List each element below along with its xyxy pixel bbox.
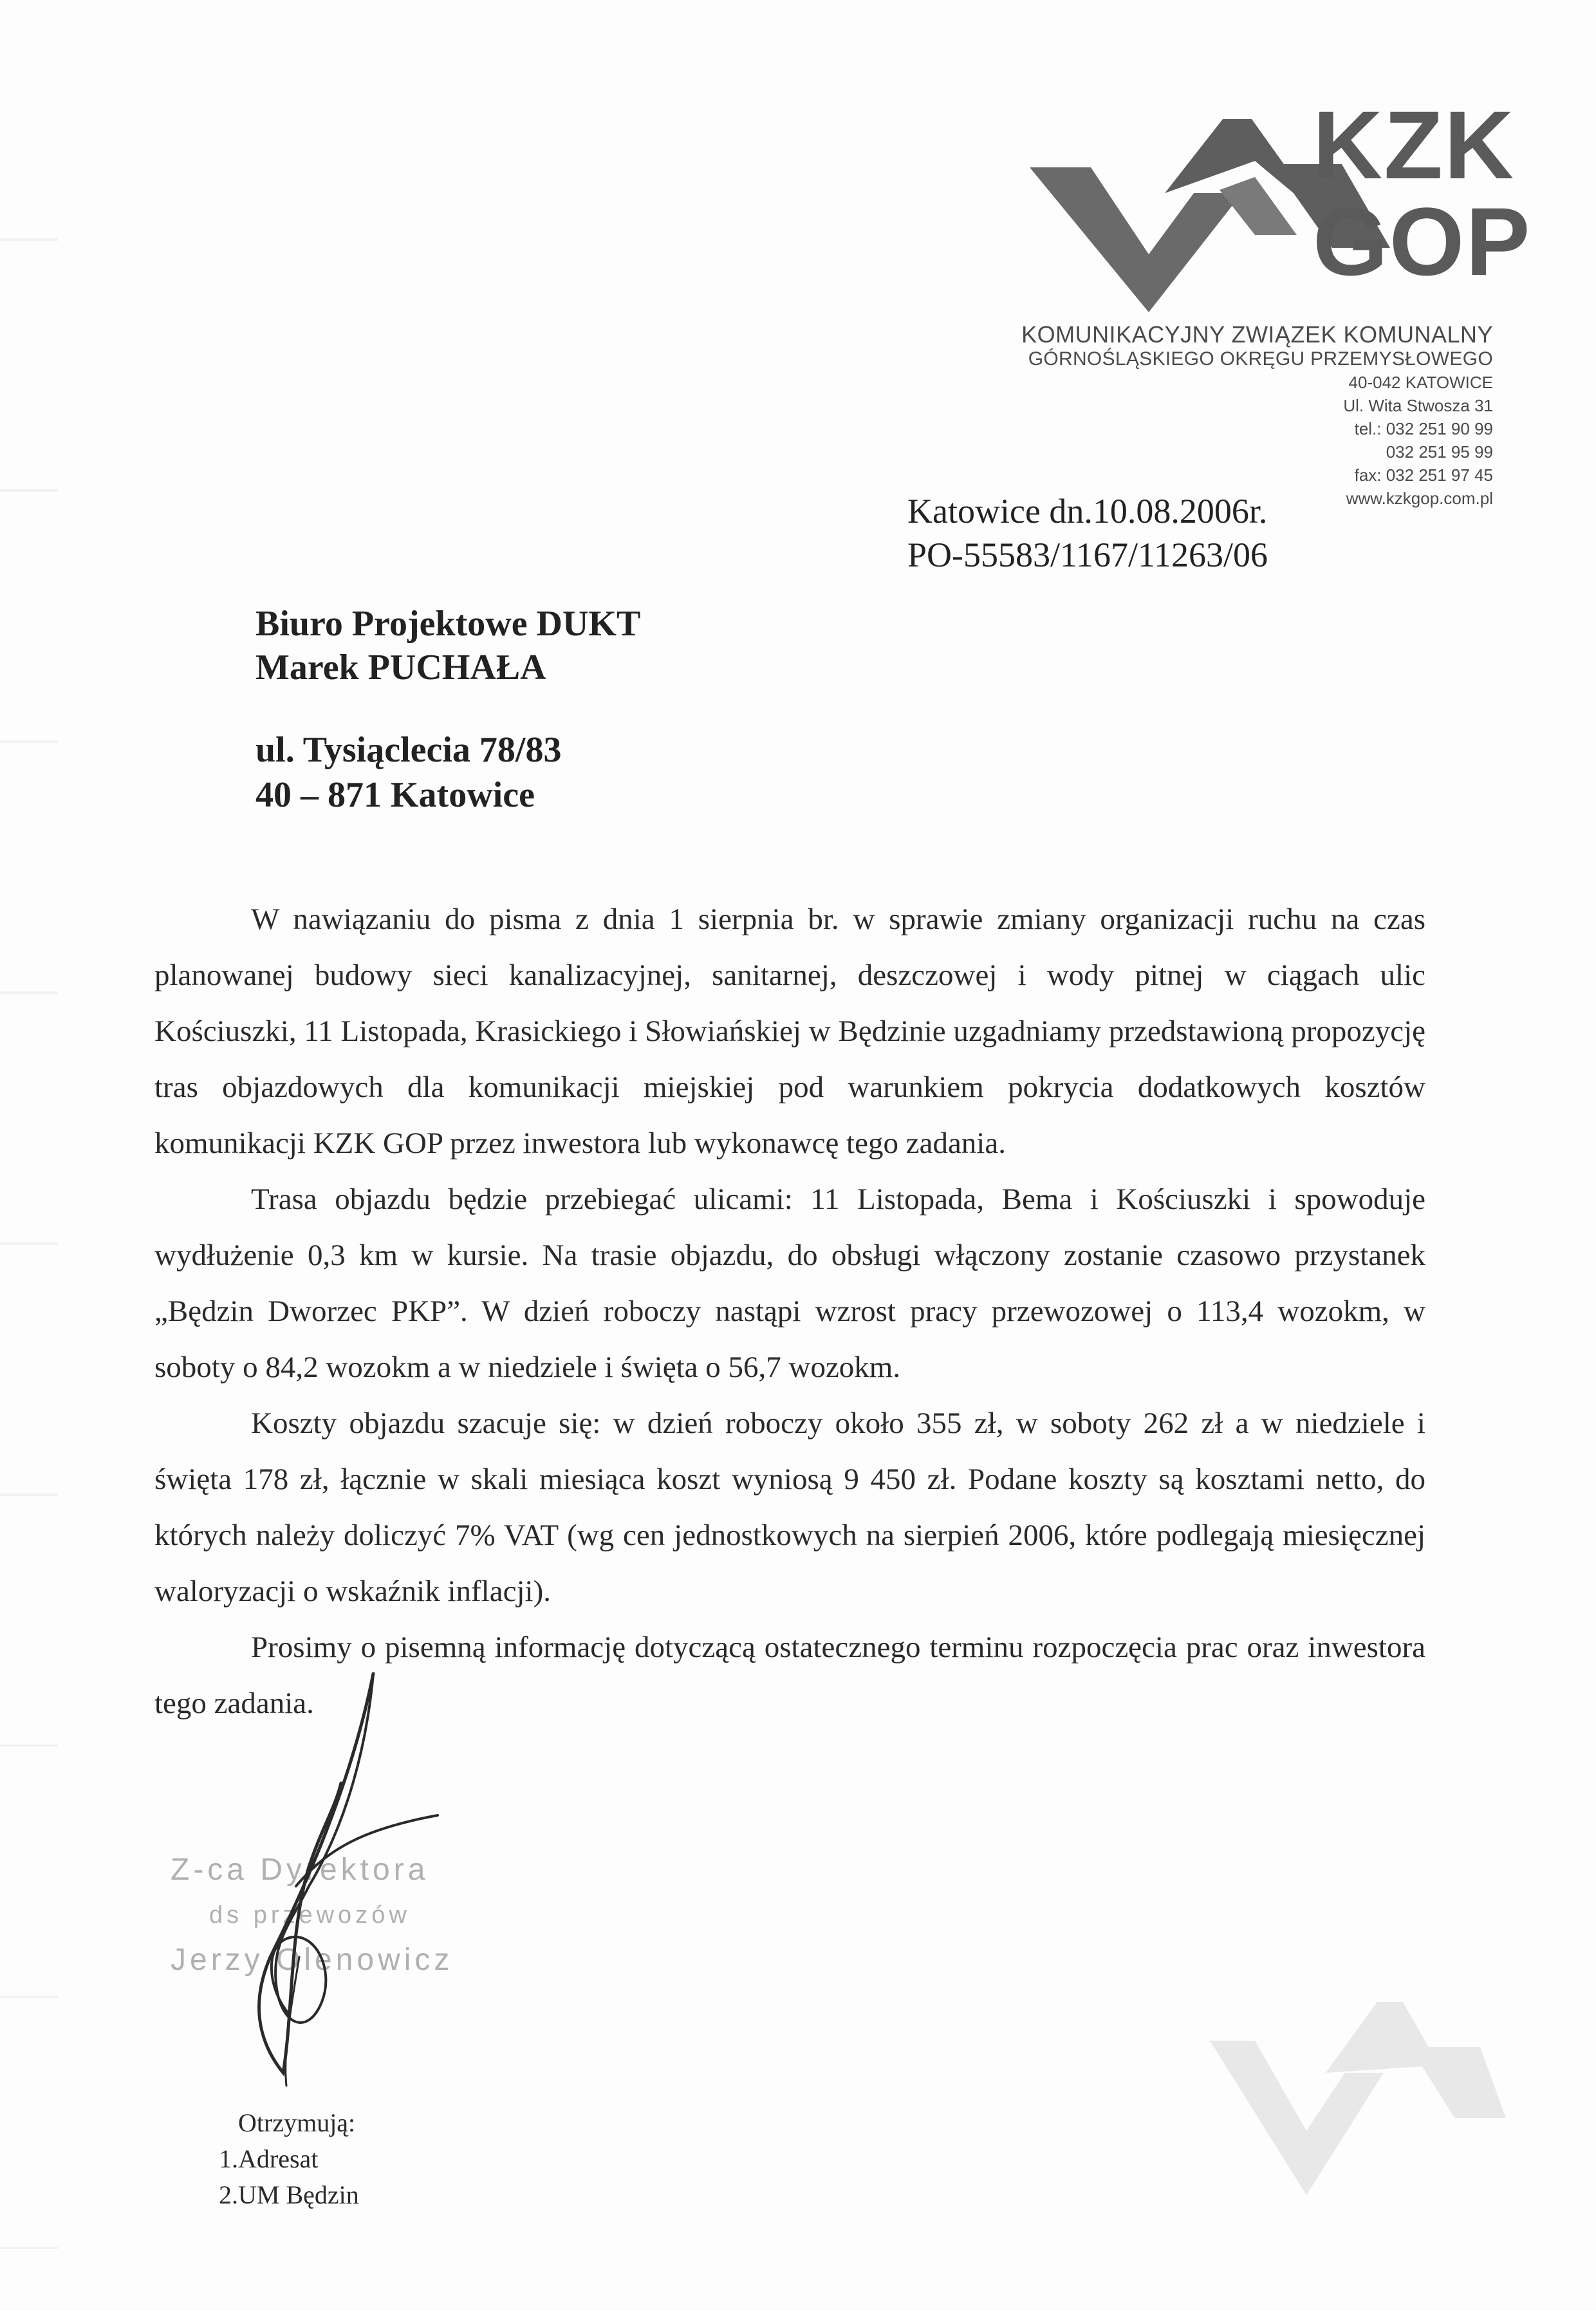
letter-body	[154, 892, 1425, 1732]
org-name-line2: GÓRNOŚLĄSKIEGO OKRĘGU PRZEMYSŁOWEGO	[1028, 348, 1493, 370]
addressee-person: Marek PUCHAŁA	[255, 648, 546, 688]
addressee-name	[255, 602, 640, 689]
stamp-line1: Z-ca Dyrektora	[171, 1853, 429, 1887]
body-paragraph-1: W nawiązaniu do pisma z dnia 1 sierpnia br. w sprawie zmiany organizacji ruchu na czas planowanej budowy sieci kanalizacyjnej, sanitarnej, deszczowej i wody pitnej w ciągach ulic Kościuszki, 11 Listopada, Krasickiego i Słowiańskiej w Będzinie uzgadniamy przedstawioną propozycję tras objazdowych dla komunikacji miejskiej pod warunkiem pokrycia dodatkowych kosztów komunikacji KZK GOP przez inwestora lub wykonawcę tego zadania.	[154, 903, 1425, 1160]
body-paragraph-3: Koszty objazdu szacuje się: w dzień roboczy około 355 zł, w soboty 262 zł a w niedziele i święta 178 zł, łącznie w skali miesiąca koszt wyniosą 9 450 zł. Podane koszty są kosztami netto, do których należy doliczyć 7% VAT (wg cen jednostkowych na sierpień 2006, które podlegają miesięcznej waloryzacji o wskaźnik inflacji).	[154, 1407, 1425, 1608]
body-paragraph-4: Prosimy o pisemną informację dotyczącą ostatecznego terminu rozpoczęcia prac oraz inwestora tego zadania.	[154, 1631, 1425, 1720]
org-street: Ul. Wita Stwosza 31	[1343, 396, 1493, 415]
org-fax: fax: 032 251 97 45	[1354, 465, 1493, 485]
date-block	[907, 489, 1268, 577]
body-paragraph-2: Trasa objazdu będzie przebiegać ulicami: 11 Listopada, Bema i Kościuszki i spowoduje wydłużenie 0,3 km w kursie. Na trasie objazdu, do obsługi włączony zostanie czasowo przystanek „Będzin Dworzec PKP”. W dzień roboczy nastąpi wzrost pracy przewozowej o 113,4 wozokm, w soboty o 84,2 wozokm a w niedziele i święta o 56,7 wozokm.	[154, 1183, 1425, 1384]
logo-text	[1313, 91, 1532, 295]
recipients-list	[219, 2105, 359, 2213]
org-web: www.kzkgop.com.pl	[1346, 489, 1493, 508]
organization-header	[1021, 322, 1493, 510]
scan-edge-marks	[0, 26, 58, 2266]
stamp-line3: Jerzy Olenowicz	[171, 1943, 454, 1977]
org-tel2: 032 251 95 99	[1386, 442, 1493, 462]
addressee-address	[255, 727, 561, 818]
addressee-street: ul. Tysiąclecia 78/83	[255, 730, 562, 770]
logo-text-gop: GOP	[1313, 187, 1532, 295]
logo-watermark-icon	[1210, 1963, 1506, 2195]
recipient-item: 1.Adresat	[219, 2144, 319, 2173]
recipient-item: 2.UM Będzin	[219, 2180, 359, 2209]
org-tel1: tel.: 032 251 90 99	[1354, 419, 1493, 438]
addressee-city: 40 – 871 Katowice	[255, 775, 535, 815]
addressee-company: Biuro Projektowe DUKT	[255, 604, 641, 644]
letter-reference: PO-55583/1167/11263/06	[907, 536, 1268, 574]
logo-text-kzk: KZK	[1313, 91, 1516, 199]
org-name-line1: KOMUNIKACYJNY ZWIĄZEK KOMUNALNY	[1021, 321, 1493, 348]
handwritten-signature	[161, 1654, 483, 2092]
org-postal: 40-042 KATOWICE	[1348, 373, 1493, 392]
recipients-header: Otrzymują:	[238, 2108, 356, 2137]
letter-date: Katowice dn.10.08.2006r.	[907, 492, 1268, 530]
stamp-line2: ds przewozów	[209, 1902, 411, 1929]
